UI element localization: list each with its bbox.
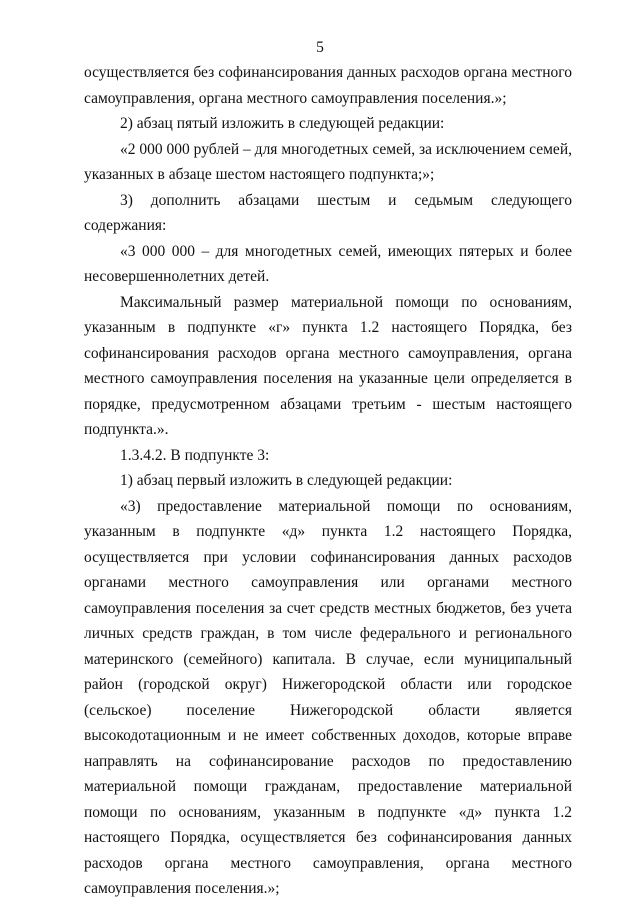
paragraph-continuation: осуществляется без софинансирования данных расходов органа местного самоуправления, органа местного самоуправления поселения.»; xyxy=(84,64,572,107)
paragraph-item-3: 3) дополнить абзацами шестым и седьмым следующего содержания: xyxy=(84,191,572,234)
paragraph-quote-2000000: «2 000 000 рублей – для многодетных семей, за исключением семей, указанных в абзаце шестом настоящего подпункта;»; xyxy=(84,140,572,183)
paragraph-item-1: 1) абзац первый изложить в следующей редакции: xyxy=(120,472,453,489)
paragraph-quote-3000000: «3 000 000 – для многодетных семей, имеющих пятерых и более несовершеннолетних детей. xyxy=(84,242,572,285)
paragraph-section-heading: 1.3.4.2. В подпункте 3: xyxy=(120,446,270,464)
page-number: 5 xyxy=(316,39,324,56)
paragraph-item-2: 2) абзац пятый изложить в следующей редакции: xyxy=(120,115,445,132)
paragraph-max-amount: Максимальный размер материальной помощи по основаниям, указанным в подпункте «г» пункта 1.2 настоящего Порядка, без софинансирования расходов органа местного самоуправления, органа местного самоуправления поселения на указанные цели определяется в порядке, предусмотренном абзацами третьим - шестым настоящего подпункта.». xyxy=(84,293,572,438)
document-body xyxy=(84,60,572,902)
paragraph-quote-subitem-3: «3) предоставление материальной помощи по основаниям, указанным в подпункте «д» пункта 1.2 настоящего Порядка, осуществляется при условии софинансирования данных расходов органами местного самоуправления или органами местного самоуправления поселения за счет средств местных бюджетов, без учета личных средств граждан, в том числе федерального и регионального материнского (семейного) капитала. В случае, если муниципальный район (городской округ) Нижегородской области или городское (сельское) поселение Нижегородской области является высокодотационным и не имеет собственных доходов, которые вправе направлять на софинансирование расходов по предоставлению материальной помощи гражданам, предоставление материальной помощи по основаниям, указанным в подпункте «д» пункта 1.2 настоящего Порядка, осуществляется без софинансирования данных расходов органа местного самоуправления, органа местного самоуправления поселения.»; xyxy=(84,497,572,897)
